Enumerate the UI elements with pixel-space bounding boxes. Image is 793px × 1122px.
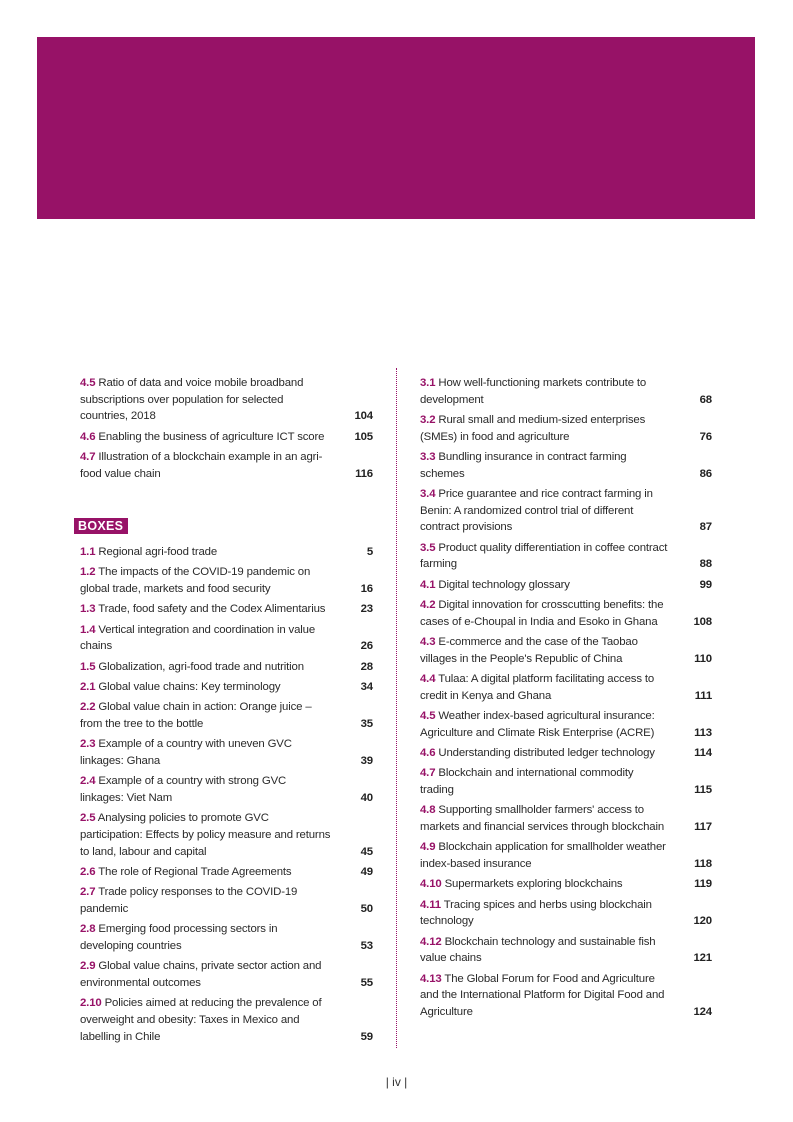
entry-page-number: 86	[699, 467, 712, 480]
entry-page-number: 104	[354, 410, 373, 423]
entry-page-number: 87	[699, 521, 712, 534]
entry-page-number: 88	[699, 558, 712, 571]
entry-number: 1.5	[80, 660, 96, 673]
entry-number: 4.6	[80, 430, 96, 443]
entry-page-number: 16	[360, 583, 373, 595]
entry-number: 2.5	[80, 812, 96, 825]
entry-page-number: 45	[360, 845, 373, 858]
toc-entry[interactable]	[80, 449, 373, 482]
entry-page-number: 34	[360, 680, 373, 693]
entry-title: Product quality differentiation in coffee contract farming	[420, 541, 668, 571]
entry-page-number: 39	[360, 754, 373, 767]
entry-page-number: 114	[694, 747, 712, 759]
entry-title: Illustration of a blockchain example in an agri-food value chain	[80, 451, 323, 480]
entry-title: Understanding distributed ledger technology	[438, 747, 655, 759]
toc-entry[interactable]	[420, 577, 712, 594]
entry-page-number: 119	[694, 878, 712, 891]
entry-number: 4.9	[420, 841, 436, 854]
boxes-heading: BOXES	[74, 518, 128, 534]
toc-entry[interactable]	[80, 375, 373, 425]
entry-number: 4.7	[420, 767, 436, 780]
toc-entry[interactable]	[80, 429, 373, 446]
entry-page-number: 121	[693, 952, 712, 965]
entry-title: Trade policy responses to the COVID-19 pandemic	[80, 886, 298, 915]
toc-entry[interactable]	[420, 540, 712, 573]
entry-number: 4.13	[420, 972, 442, 985]
entry-title: Regional agri-food trade	[98, 546, 218, 558]
entry-title: Bundling insurance in contract farming schemes	[420, 451, 627, 480]
toc-entry[interactable]	[80, 921, 373, 954]
entry-page-number: 26	[360, 640, 373, 653]
toc-entry[interactable]	[420, 839, 712, 872]
entry-title: Rural small and medium-sized enterprises (SMEs) in food and agriculture	[420, 414, 646, 443]
toc-entry[interactable]	[80, 544, 373, 561]
toc-entry[interactable]	[420, 449, 712, 482]
entry-page-number: 5	[366, 546, 373, 558]
toc-entry[interactable]	[420, 934, 712, 967]
toc-entry[interactable]	[420, 671, 712, 704]
toc-entry[interactable]	[420, 597, 712, 630]
entry-number: 4.5	[420, 710, 436, 722]
toc-entry[interactable]	[420, 765, 712, 798]
entry-number: 4.5	[80, 377, 96, 389]
toc-entry[interactable]	[80, 679, 373, 696]
entry-number: 4.7	[80, 451, 96, 463]
entry-page-number: 118	[694, 858, 712, 870]
entry-title: Price guarantee and rice contract farming in Benin: A randomized control trial of different contract provisions	[420, 488, 653, 534]
entry-title: Blockchain application for smallholder weather index-based insurance	[420, 841, 666, 870]
entry-title: Global value chain in action: Orange juice – from the tree to the bottle	[80, 701, 312, 730]
header-banner	[37, 37, 755, 219]
toc-entry[interactable]	[420, 802, 712, 835]
entry-page-number: 50	[360, 902, 373, 915]
entry-number: 3.1	[420, 377, 436, 389]
entry-title: Weather index-based agricultural insurance: Agriculture and Climate Risk Enterprise (ACRE)	[420, 710, 655, 739]
entry-page-number: 99	[699, 578, 712, 591]
entry-page-number: 23	[360, 603, 373, 616]
entry-page-number: 76	[699, 430, 712, 443]
entry-page-number: 40	[360, 791, 373, 804]
toc-entry[interactable]	[80, 601, 373, 618]
entry-title: Globalization, agri-food trade and nutrition	[98, 660, 304, 673]
entry-title: The impacts of the COVID-19 pandemic on global trade, markets and food security	[80, 566, 311, 595]
entry-title: Enabling the business of agriculture ICT score	[98, 430, 325, 443]
entry-page-number: 116	[355, 467, 373, 480]
toc-entry[interactable]	[80, 564, 373, 597]
toc-entry[interactable]	[80, 810, 373, 860]
entry-number: 4.1	[420, 578, 436, 591]
boxes-list-right	[420, 375, 712, 1021]
entry-title: Blockchain technology and sustainable fish value chains	[420, 935, 656, 965]
toc-entry[interactable]	[80, 699, 373, 732]
entry-page-number: 113	[694, 726, 712, 739]
entry-number: 2.3	[80, 738, 96, 751]
entry-number: 2.6	[80, 865, 96, 878]
toc-entry[interactable]	[80, 995, 373, 1045]
toc-entry[interactable]	[420, 897, 712, 930]
entry-number: 1.2	[80, 566, 96, 579]
toc-entry[interactable]	[420, 486, 712, 536]
entry-title: Digital innovation for crosscutting benefits: the cases of e-Choupal in India and Esoko in Ghana	[420, 599, 664, 628]
entry-page-number: 117	[694, 821, 712, 833]
toc-entry[interactable]	[80, 773, 373, 806]
page-number: | iv |	[385, 1075, 408, 1089]
boxes-list-left	[80, 544, 373, 1045]
entry-page-number: 105	[354, 430, 373, 443]
toc-entry[interactable]	[80, 622, 373, 655]
entry-number: 2.10	[80, 997, 102, 1010]
entry-title: Emerging food processing sectors in developing countries	[80, 923, 278, 952]
entry-number: 1.1	[80, 546, 96, 558]
entry-title: Vertical integration and coordination in value chains	[80, 623, 316, 653]
entry-page-number: 120	[693, 915, 712, 928]
entry-title: Global value chains: Key terminology	[98, 680, 281, 693]
toc-entry[interactable]	[420, 412, 712, 445]
entry-title: How well-functioning markets contribute to development	[420, 377, 647, 406]
figures-list	[80, 375, 373, 482]
entry-number: 3.4	[420, 488, 436, 500]
entry-number: 3.3	[420, 451, 436, 463]
toc-entry[interactable]	[420, 971, 712, 1021]
entry-title: The Global Forum for Food and Agriculture and the International Platform for Digital Food and Agriculture	[420, 972, 665, 1018]
toc-entry[interactable]	[80, 864, 373, 881]
toc-entry[interactable]	[420, 745, 712, 762]
entry-number: 3.2	[420, 414, 436, 426]
entry-number: 2.4	[80, 775, 96, 788]
entry-page-number: 108	[693, 615, 712, 628]
entry-number: 4.2	[420, 599, 436, 611]
entry-title: Example of a country with uneven GVC linkages: Ghana	[80, 738, 292, 767]
entry-page-number: 115	[694, 784, 712, 796]
toc-entry[interactable]	[80, 736, 373, 769]
entry-page-number: 55	[360, 976, 373, 989]
entry-number: 2.8	[80, 923, 96, 936]
entry-number: 4.8	[420, 804, 436, 817]
toc-entry[interactable]	[80, 659, 373, 676]
entry-title: Analysing policies to promote GVC participation: Effects by policy measure and returns to land, labour and capital	[80, 812, 331, 858]
entry-number: 4.6	[420, 747, 436, 759]
entry-title: Digital technology glossary	[438, 578, 570, 591]
entry-number: 4.11	[420, 898, 441, 911]
entry-number: 4.3	[420, 636, 436, 648]
entry-page-number: 49	[360, 865, 373, 878]
entry-title: Policies aimed at reducing the prevalence of overweight and obesity: Taxes in Mexico and labelling in Chile	[80, 997, 322, 1043]
entry-page-number: 59	[360, 1030, 373, 1043]
entry-page-number: 28	[360, 660, 373, 673]
entry-page-number: 68	[699, 393, 712, 406]
entry-title: Ratio of data and voice mobile broadband subscriptions over population for selected countries, 2018	[80, 377, 304, 423]
toc-entry[interactable]	[420, 375, 712, 408]
toc-entry[interactable]	[420, 708, 712, 741]
entry-title: Blockchain and international commodity trading	[420, 767, 634, 796]
entry-number: 1.4	[80, 623, 96, 636]
entry-number: 2.9	[80, 960, 96, 973]
toc-right-column	[420, 375, 712, 1024]
entry-number: 3.5	[420, 541, 436, 554]
entry-number: 2.1	[80, 680, 96, 693]
entry-title: The role of Regional Trade Agreements	[98, 865, 292, 878]
entry-page-number: 124	[693, 1006, 712, 1018]
entry-page-number: 53	[360, 939, 373, 952]
entry-page-number: 111	[694, 689, 712, 702]
entry-number: 4.10	[420, 878, 442, 891]
entry-page-number: 35	[360, 717, 373, 730]
entry-title: Global value chains, private sector action and environmental outcomes	[80, 960, 322, 989]
entry-title: Example of a country with strong GVC linkages: Viet Nam	[80, 775, 287, 804]
entry-title: Supermarkets exploring blockchains	[444, 878, 623, 891]
toc-entry[interactable]	[420, 634, 712, 667]
column-divider	[396, 368, 397, 1048]
entry-page-number: 110	[694, 652, 712, 665]
entry-number: 4.12	[420, 935, 442, 948]
entry-title: Supporting smallholder farmers' access to markets and financial services through blockchain	[420, 804, 665, 833]
entry-title: Tracing spices and herbs using blockchain technology	[420, 898, 652, 928]
entry-number: 1.3	[80, 603, 96, 616]
toc-entry[interactable]	[80, 884, 373, 917]
entry-number: 4.4	[420, 673, 436, 685]
entry-number: 2.7	[80, 886, 96, 899]
entry-title: Tulaa: A digital platform facilitating access to credit in Kenya and Ghana	[420, 673, 655, 702]
toc-entry[interactable]	[420, 876, 712, 893]
entry-title: E-commerce and the case of the Taobao villages in the People's Republic of China	[420, 636, 638, 665]
entry-title: Trade, food safety and the Codex Alimentarius	[98, 603, 326, 616]
toc-entry[interactable]	[80, 958, 373, 991]
entry-number: 2.2	[80, 701, 96, 714]
toc-left-column	[80, 375, 373, 1049]
